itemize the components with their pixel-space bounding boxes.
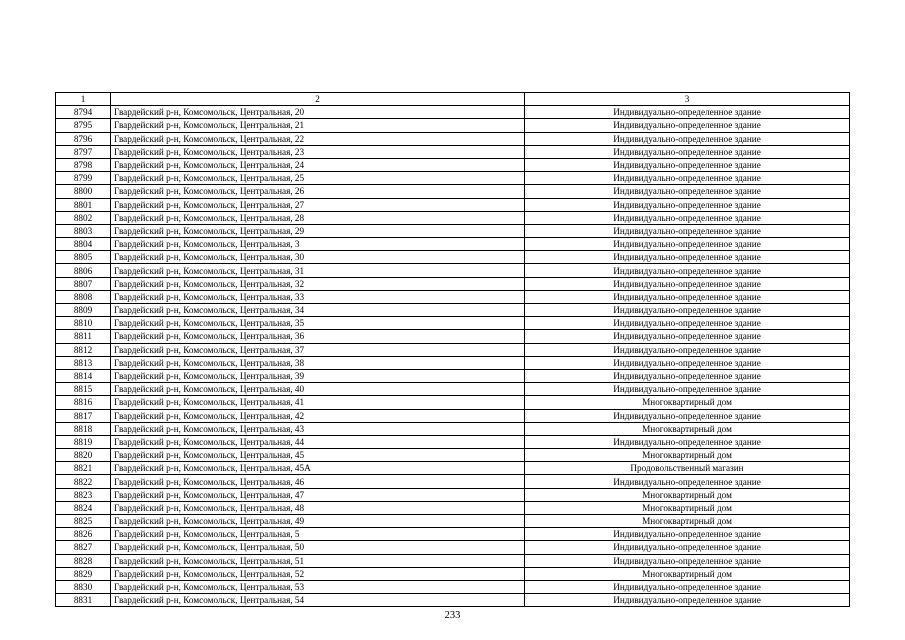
cell-number: 8794	[56, 106, 111, 119]
cell-type: Индивидуально-определенное здание	[525, 435, 850, 448]
table-row	[56, 211, 850, 224]
cell-number: 8804	[56, 238, 111, 251]
cell-type: Индивидуально-определенное здание	[525, 409, 850, 422]
cell-number: 8811	[56, 330, 111, 343]
cell-address: Гвардейский р-н, Комсомольск, Центральная, 33	[111, 290, 525, 303]
cell-type: Индивидуально-определенное здание	[525, 317, 850, 330]
cell-type: Индивидуально-определенное здание	[525, 119, 850, 132]
cell-address: Гвардейский р-н, Комсомольск, Центральная, 45А	[111, 462, 525, 475]
cell-type: Индивидуально-определенное здание	[525, 277, 850, 290]
cell-number: 8828	[56, 554, 111, 567]
table-row	[56, 264, 850, 277]
cell-address: Гвардейский р-н, Комсомольск, Центральная, 52	[111, 567, 525, 580]
table-row	[56, 238, 850, 251]
cell-type: Индивидуально-определенное здание	[525, 251, 850, 264]
cell-address: Гвардейский р-н, Комсомольск, Центральная, 21	[111, 119, 525, 132]
cell-type: Индивидуально-определенное здание	[525, 106, 850, 119]
cell-number: 8810	[56, 317, 111, 330]
column-header-number: 1	[56, 93, 111, 106]
cell-number: 8808	[56, 290, 111, 303]
cell-address: Гвардейский р-н, Комсомольск, Центральная, 41	[111, 396, 525, 409]
table-row	[56, 435, 850, 448]
table-row	[56, 290, 850, 303]
cell-address: Гвардейский р-н, Комсомольск, Центральная, 49	[111, 515, 525, 528]
cell-number: 8802	[56, 211, 111, 224]
cell-address: Гвардейский р-н, Комсомольск, Центральная, 37	[111, 343, 525, 356]
cell-address: Гвардейский р-н, Комсомольск, Центральная, 42	[111, 409, 525, 422]
cell-address: Гвардейский р-н, Комсомольск, Центральная, 39	[111, 369, 525, 382]
table-row	[56, 343, 850, 356]
cell-type: Индивидуально-определенное здание	[525, 145, 850, 158]
cell-number: 8812	[56, 343, 111, 356]
table-row	[56, 145, 850, 158]
cell-type: Многоквартирный дом	[525, 515, 850, 528]
cell-type: Индивидуально-определенное здание	[525, 554, 850, 567]
cell-type: Индивидуально-определенное здание	[525, 264, 850, 277]
cell-address: Гвардейский р-н, Комсомольск, Центральная, 47	[111, 488, 525, 501]
cell-number: 8800	[56, 185, 111, 198]
cell-number: 8795	[56, 119, 111, 132]
table-row	[56, 567, 850, 580]
cell-type: Индивидуально-определенное здание	[525, 580, 850, 593]
cell-number: 8799	[56, 172, 111, 185]
cell-address: Гвардейский р-н, Комсомольск, Центральная, 3	[111, 238, 525, 251]
table-row	[56, 158, 850, 171]
cell-number: 8827	[56, 541, 111, 554]
cell-address: Гвардейский р-н, Комсомольск, Центральная, 46	[111, 475, 525, 488]
table-row	[56, 185, 850, 198]
table-row	[56, 541, 850, 554]
cell-number: 8817	[56, 409, 111, 422]
table-row	[56, 449, 850, 462]
cell-type: Многоквартирный дом	[525, 488, 850, 501]
cell-type: Продовольственный магазин	[525, 462, 850, 475]
cell-number: 8831	[56, 594, 111, 607]
cell-number: 8823	[56, 488, 111, 501]
cell-type: Индивидуально-определенное здание	[525, 211, 850, 224]
table-row	[56, 594, 850, 607]
table-row	[56, 251, 850, 264]
cell-type: Многоквартирный дом	[525, 422, 850, 435]
table-row	[56, 356, 850, 369]
cell-number: 8797	[56, 145, 111, 158]
cell-type: Индивидуально-определенное здание	[525, 185, 850, 198]
cell-address: Гвардейский р-н, Комсомольск, Центральная, 22	[111, 132, 525, 145]
registry-table	[55, 92, 850, 607]
cell-address: Гвардейский р-н, Комсомольск, Центральная, 28	[111, 211, 525, 224]
cell-number: 8826	[56, 528, 111, 541]
page-number: 233	[444, 610, 461, 621]
cell-number: 8822	[56, 475, 111, 488]
table-row	[56, 515, 850, 528]
cell-number: 8801	[56, 198, 111, 211]
table-row	[56, 409, 850, 422]
cell-type: Индивидуально-определенное здание	[525, 158, 850, 171]
cell-type: Индивидуально-определенное здание	[525, 290, 850, 303]
table-row	[56, 369, 850, 382]
cell-number: 8820	[56, 449, 111, 462]
cell-type: Индивидуально-определенное здание	[525, 475, 850, 488]
table-row	[56, 106, 850, 119]
cell-type: Многоквартирный дом	[525, 396, 850, 409]
cell-address: Гвардейский р-н, Комсомольск, Центральная, 20	[111, 106, 525, 119]
cell-number: 8815	[56, 383, 111, 396]
table-row	[56, 304, 850, 317]
table-row	[56, 383, 850, 396]
cell-number: 8829	[56, 567, 111, 580]
table-row	[56, 580, 850, 593]
cell-address: Гвардейский р-н, Комсомольск, Центральная, 43	[111, 422, 525, 435]
table-row	[56, 172, 850, 185]
cell-number: 8796	[56, 132, 111, 145]
table-row	[56, 132, 850, 145]
cell-type: Индивидуально-определенное здание	[525, 594, 850, 607]
table-row	[56, 501, 850, 514]
table-header-row	[56, 93, 850, 106]
table-row	[56, 554, 850, 567]
cell-number: 8798	[56, 158, 111, 171]
cell-address: Гвардейский р-н, Комсомольск, Центральная, 30	[111, 251, 525, 264]
cell-number: 8816	[56, 396, 111, 409]
table-body	[56, 106, 850, 607]
cell-type: Индивидуально-определенное здание	[525, 238, 850, 251]
table-row	[56, 475, 850, 488]
cell-address: Гвардейский р-н, Комсомольск, Центральная, 45	[111, 449, 525, 462]
table-row	[56, 224, 850, 237]
cell-address: Гвардейский р-н, Комсомольск, Центральная, 24	[111, 158, 525, 171]
cell-number: 8805	[56, 251, 111, 264]
table-row	[56, 330, 850, 343]
table-row	[56, 317, 850, 330]
column-header-type: 3	[525, 93, 850, 106]
cell-number: 8825	[56, 515, 111, 528]
cell-address: Гвардейский р-н, Комсомольск, Центральная, 48	[111, 501, 525, 514]
cell-number: 8806	[56, 264, 111, 277]
cell-address: Гвардейский р-н, Комсомольск, Центральная, 26	[111, 185, 525, 198]
cell-number: 8813	[56, 356, 111, 369]
cell-type: Многоквартирный дом	[525, 449, 850, 462]
cell-number: 8819	[56, 435, 111, 448]
cell-type: Многоквартирный дом	[525, 501, 850, 514]
cell-number: 8809	[56, 304, 111, 317]
cell-address: Гвардейский р-н, Комсомольск, Центральная, 38	[111, 356, 525, 369]
cell-address: Гвардейский р-н, Комсомольск, Центральная, 34	[111, 304, 525, 317]
cell-address: Гвардейский р-н, Комсомольск, Центральная, 54	[111, 594, 525, 607]
cell-address: Гвардейский р-н, Комсомольск, Центральная, 44	[111, 435, 525, 448]
cell-number: 8807	[56, 277, 111, 290]
cell-type: Индивидуально-определенное здание	[525, 224, 850, 237]
cell-number: 8824	[56, 501, 111, 514]
cell-type: Индивидуально-определенное здание	[525, 172, 850, 185]
cell-type: Индивидуально-определенное здание	[525, 132, 850, 145]
table-row	[56, 488, 850, 501]
cell-address: Гвардейский р-н, Комсомольск, Центральная, 53	[111, 580, 525, 593]
cell-number: 8814	[56, 369, 111, 382]
cell-number: 8818	[56, 422, 111, 435]
column-header-address: 2	[111, 93, 525, 106]
cell-type: Индивидуально-определенное здание	[525, 528, 850, 541]
table-row	[56, 462, 850, 475]
cell-type: Индивидуально-определенное здание	[525, 369, 850, 382]
cell-type: Индивидуально-определенное здание	[525, 198, 850, 211]
cell-address: Гвардейский р-н, Комсомольск, Центральная, 40	[111, 383, 525, 396]
cell-address: Гвардейский р-н, Комсомольск, Центральная, 50	[111, 541, 525, 554]
cell-type: Индивидуально-определенное здание	[525, 343, 850, 356]
cell-number: 8830	[56, 580, 111, 593]
cell-type: Индивидуально-определенное здание	[525, 356, 850, 369]
cell-type: Индивидуально-определенное здание	[525, 330, 850, 343]
cell-type: Индивидуально-определенное здание	[525, 304, 850, 317]
cell-address: Гвардейский р-н, Комсомольск, Центральная, 25	[111, 172, 525, 185]
table-row	[56, 119, 850, 132]
cell-address: Гвардейский р-н, Комсомольск, Центральная, 36	[111, 330, 525, 343]
cell-address: Гвардейский р-н, Комсомольск, Центральная, 29	[111, 224, 525, 237]
table-row	[56, 422, 850, 435]
cell-address: Гвардейский р-н, Комсомольск, Центральная, 31	[111, 264, 525, 277]
table-row	[56, 528, 850, 541]
cell-type: Индивидуально-определенное здание	[525, 541, 850, 554]
cell-type: Многоквартирный дом	[525, 567, 850, 580]
cell-address: Гвардейский р-н, Комсомольск, Центральная, 51	[111, 554, 525, 567]
cell-number: 8803	[56, 224, 111, 237]
cell-address: Гвардейский р-н, Комсомольск, Центральная, 5	[111, 528, 525, 541]
cell-address: Гвардейский р-н, Комсомольск, Центральная, 35	[111, 317, 525, 330]
cell-number: 8821	[56, 462, 111, 475]
table-row	[56, 198, 850, 211]
cell-address: Гвардейский р-н, Комсомольск, Центральная, 23	[111, 145, 525, 158]
cell-type: Индивидуально-определенное здание	[525, 383, 850, 396]
cell-address: Гвардейский р-н, Комсомольск, Центральная, 32	[111, 277, 525, 290]
cell-address: Гвардейский р-н, Комсомольск, Центральная, 27	[111, 198, 525, 211]
table-row	[56, 396, 850, 409]
table-row	[56, 277, 850, 290]
